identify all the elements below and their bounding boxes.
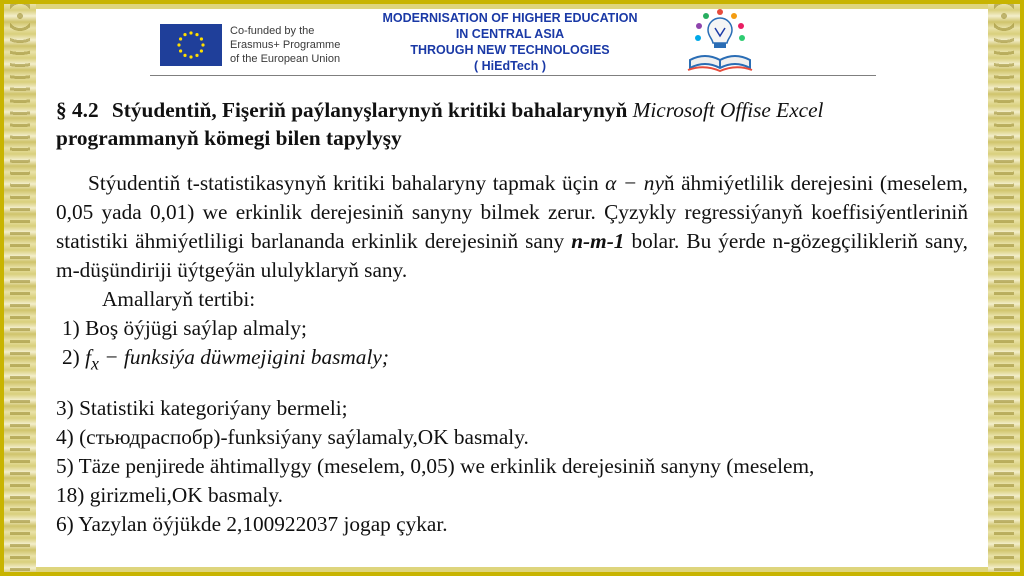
section-title-bold: Stýudentiň, Fişeriň paýlanyşlarynyň kritiki bahalarynyň [111, 98, 628, 122]
frame-left-ornament [4, 4, 36, 572]
step-5: 5) Täze penjirede ähtimallygy (meselem, 0,05) we erkinlik derejesiniň sanyny (meselem, [56, 454, 815, 479]
step-1: 1) Boş öýjügi saýlap almaly; [62, 316, 307, 340]
step-4: 4) (стьюдраспобр)-funksiýany saýlamaly,OK basmaly. [56, 425, 529, 450]
paragraph-text: ň ähmiýetlilik derejesini (meselem, 0,05 yada 0,01) we erkinlik derejesiniň sanyny bilmek zerur. Çyzykly regressiýanyň koeffisiýentleriniň statistiki ähmiýetliligi barlananda erkinlik derejesiniň sany [56, 171, 968, 253]
step-2-text: − funksiýa düwmejigini basmaly; [98, 345, 389, 369]
section-title-line2: programmanyň kömegi bilen tapylyşy [56, 126, 402, 150]
project-title-line: ( HiEdTech ) [474, 59, 546, 73]
step-2-prefix: 2) [62, 345, 86, 369]
eu-cofund-text [230, 24, 350, 66]
eu-flag-icon [160, 24, 222, 66]
alpha-formula: α − ny [605, 171, 664, 195]
document-body [56, 96, 968, 539]
project-title-line: MODERNISATION OF HIGHER EDUCATION [382, 11, 638, 25]
frame-right-ornament [988, 4, 1020, 572]
eu-cofund-line: Erasmus+ Programme [230, 39, 341, 51]
eu-cofund-line: Co-funded by the [230, 25, 315, 37]
header [150, 8, 880, 78]
fx-subscript: x [91, 353, 99, 374]
paragraph-text: Stýudentiň t-statistikasynyň kritiki bahalaryny tapmak üçin [88, 171, 606, 195]
step-3: 3) Statistiki kategoriýany bermeli; [56, 396, 348, 421]
section-title [56, 96, 968, 124]
intro-paragraph [56, 169, 968, 285]
frame-bottom-border [4, 567, 1020, 572]
project-title-line: IN CENTRAL ASIA [455, 27, 565, 41]
fx-symbol: f [85, 345, 91, 369]
section-number: § 4.2 [56, 98, 99, 122]
eu-cofund-line: of the European Union [230, 53, 341, 65]
steps-heading: Amallaryň tertibi: [102, 287, 256, 311]
project-title-line: THROUGH NEW TECHNOLOGIES [410, 43, 610, 57]
step-6: 6) Yazylan öýjükde 2,100922037 jogap çykar. [56, 512, 448, 537]
degrees-of-freedom-formula: n-m-1 [571, 229, 625, 253]
hiedtech-logo-icon [684, 8, 756, 74]
step-2 [56, 343, 968, 378]
paragraph-text: bolar. Bu ýerde n-gözegçilikleriň sany, m-düşündiriji üýtgeýän ululyklaryň sany. [56, 229, 969, 282]
project-title [350, 10, 670, 74]
step-5-continued: 18) girizmeli,OK basmaly. [56, 483, 283, 508]
header-divider [150, 75, 876, 76]
section-title-italic: Microsoft Offise Excel [632, 98, 824, 122]
